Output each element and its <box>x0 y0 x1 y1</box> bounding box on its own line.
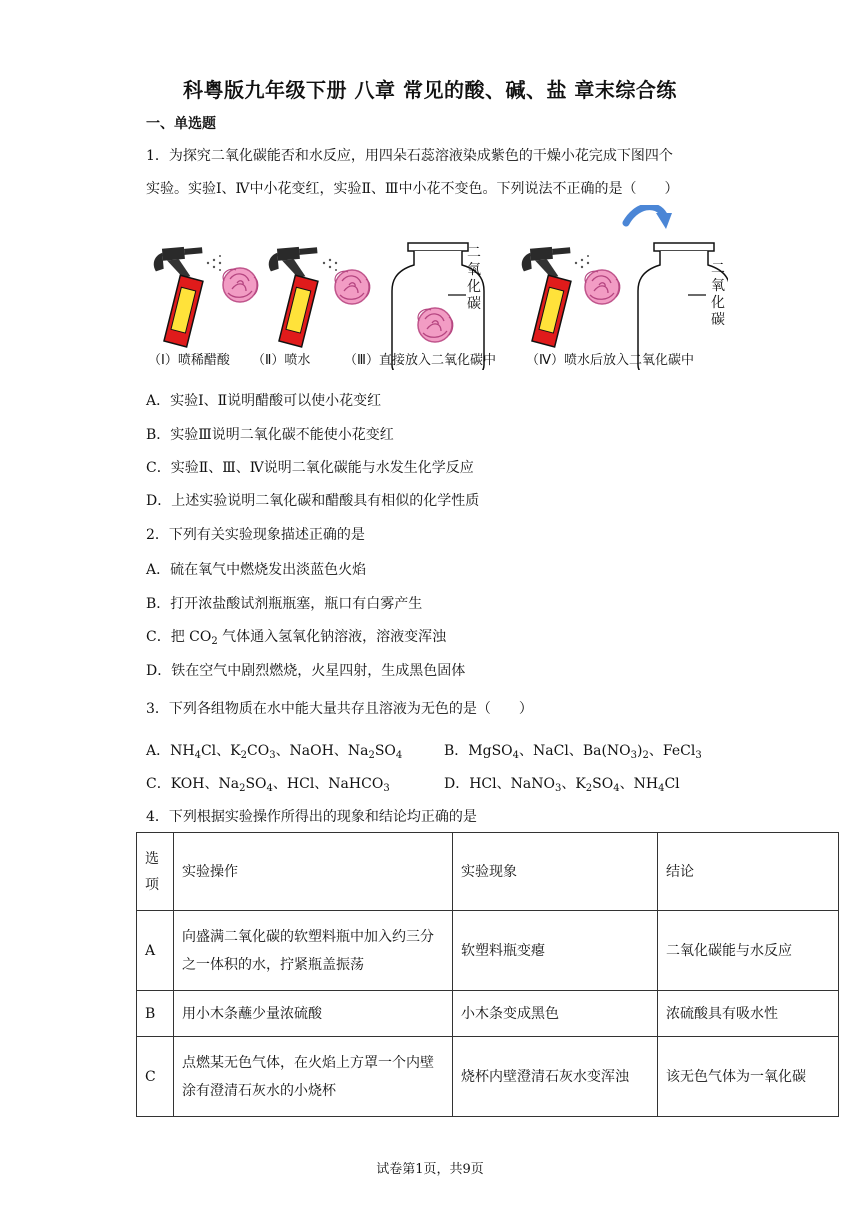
row-conclusion: 该无色气体为一氧化碳 <box>658 1037 839 1117</box>
caption-experiment-2: （Ⅱ）喷水 <box>252 353 311 368</box>
row-phenomenon: 软塑料瓶变瘪 <box>453 911 658 991</box>
q2-option-a: A．硫在氧气中燃烧发出淡蓝色火焰 <box>146 562 367 578</box>
section-heading: 一、单选题 <box>146 116 216 132</box>
row-conclusion: 浓硫酸具有吸水性 <box>658 991 839 1037</box>
rose-flower-icon <box>335 270 370 304</box>
q2-option-c: C．把 $CO_2$ 气体通入氢氧化钠溶液，溶液变浑浊 <box>146 629 447 647</box>
caption-experiment-1: （Ⅰ）喷稀醋酸 <box>148 353 230 368</box>
sprayer-icon <box>267 245 325 349</box>
sprayer-icon <box>152 245 210 349</box>
page-footer: 试卷第1页，共9页 <box>376 1162 484 1177</box>
row-operation: 向盛满二氧化碳的软塑料瓶中加入约三分之一体积的水，拧紧瓶盖振荡 <box>174 911 453 991</box>
sprayer-icon <box>520 245 578 349</box>
curved-arrow-icon <box>626 207 672 229</box>
spray-mist-icon <box>207 255 221 271</box>
q3-option-d: D．HCl、NaNO$_3$、$K_2SO_4$、$NH_4Cl$ <box>444 776 680 794</box>
q1-stem-line1: 1．为探究二氧化碳能否和水反应，用四朵石蕊溶液染成紫色的干燥小花完成下图四个 <box>146 148 673 164</box>
q3-option-b: B．MgSO$_4$、NaCl、$Ba(NO_3)_2$、FeCl$_3$ <box>444 743 702 761</box>
header-option: 选项 <box>137 833 174 911</box>
gas-label-co2: 二氧化碳 <box>467 245 481 312</box>
q1-stem-line2: 实验。实验Ⅰ、Ⅳ中小花变红，实验Ⅱ、Ⅲ中小花不变色。下列说法不正确的是（ ） <box>146 181 679 197</box>
header-phenomenon: 实验现象 <box>453 833 658 911</box>
row-option: C <box>137 1037 174 1117</box>
q4-table <box>136 832 839 1117</box>
spray-mist-icon <box>575 255 589 268</box>
q1-option-d: D．上述实验说明二氧化碳和醋酸具有相似的化学性质 <box>146 493 480 509</box>
table-header-row <box>137 833 839 911</box>
q3-option-c: C．KOH、$Na_2SO_4$、HCl、NaHCO$_3$ <box>146 776 390 794</box>
rose-flower-icon <box>223 268 258 302</box>
rose-flower-icon <box>585 270 620 304</box>
page-title: 科粤版九年级下册 八章 常见的酸、碱、盐 章末综合练 <box>183 78 677 102</box>
row-conclusion: 二氧化碳能与水反应 <box>658 911 839 991</box>
q2-option-b: B．打开浓盐酸试剂瓶瓶塞，瓶口有白雾产生 <box>146 596 423 612</box>
q3-option-a: A．$NH_4Cl$、$K_2CO_3$、NaOH、$Na_2SO_4$ <box>146 743 403 761</box>
table-row <box>137 991 839 1037</box>
q1-option-c: C．实验Ⅱ、Ⅲ、Ⅳ说明二氧化碳能与水发生化学反应 <box>146 460 474 476</box>
caption-experiment-4: （Ⅳ）喷水后放入二氧化碳中 <box>526 353 694 368</box>
q2-option-d: D．铁在空气中剧烈燃烧，火星四射，生成黑色固体 <box>146 663 466 679</box>
q1-option-a: A．实验Ⅰ、Ⅱ说明醋酸可以使小花变红 <box>146 393 382 409</box>
caption-experiment-3: （Ⅲ）直接放入二氧化碳中 <box>344 353 496 368</box>
experiment-illustration <box>148 205 728 370</box>
row-phenomenon: 小木条变成黑色 <box>453 991 658 1037</box>
q1-option-b: B．实验Ⅲ说明二氧化碳不能使小花变红 <box>146 427 394 443</box>
table-row <box>137 1037 839 1117</box>
gas-label-co2: 二氧化碳 <box>711 261 725 328</box>
row-operation: 点燃某无色气体，在火焰上方罩一个内壁涂有澄清石灰水的小烧杯 <box>174 1037 453 1117</box>
q1-experiment-figure <box>148 205 728 370</box>
table-row <box>137 911 839 991</box>
rose-flower-icon <box>418 308 453 342</box>
row-phenomenon: 烧杯内壁澄清石灰水变浑浊 <box>453 1037 658 1117</box>
header-operation: 实验操作 <box>174 833 453 911</box>
row-operation: 用小木条蘸少量浓硫酸 <box>174 991 453 1037</box>
header-conclusion: 结论 <box>658 833 839 911</box>
q3-stem: 3．下列各组物质在水中能大量共存且溶液为无色的是（ ） <box>146 701 533 717</box>
row-option: B <box>137 991 174 1037</box>
q4-stem: 4．下列根据实验操作所得出的现象和结论均正确的是 <box>146 809 477 825</box>
q2-stem: 2．下列有关实验现象描述正确的是 <box>146 527 365 543</box>
spray-mist-icon <box>323 259 337 271</box>
row-option: A <box>137 911 174 991</box>
